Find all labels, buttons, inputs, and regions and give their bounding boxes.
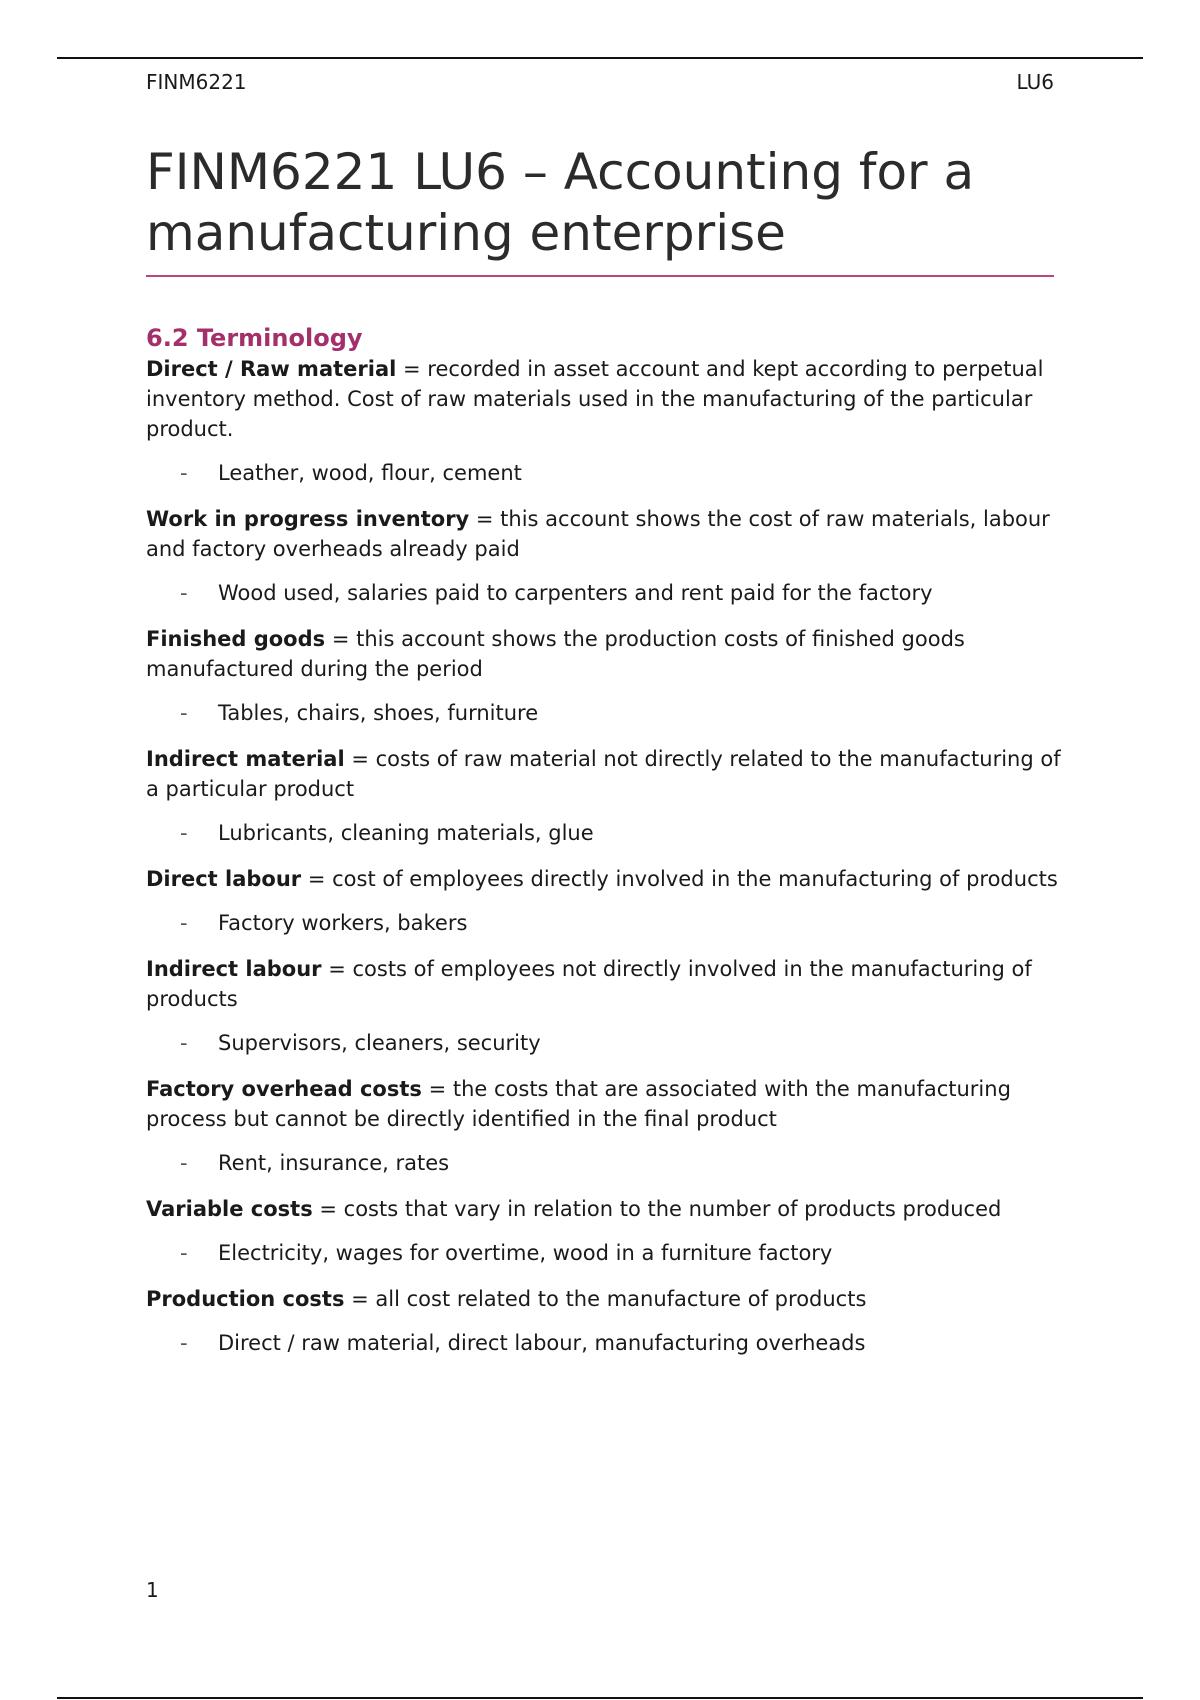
term-example (180, 578, 1062, 608)
term-label: Variable costs (146, 1197, 313, 1221)
term-example-text: Wood used, salaries paid to carpenters and rent paid for the factory (218, 581, 933, 605)
document-title-line-2: manufacturing enterprise (146, 204, 786, 262)
term-example (180, 1328, 1062, 1358)
term-label: Production costs (146, 1287, 345, 1311)
term-finished-goods (146, 624, 1062, 684)
page-number: 1 (146, 1578, 159, 1602)
bullet-dash: - (180, 911, 188, 935)
bullet-dash: - (180, 461, 188, 485)
term-definition: = costs of raw material not directly related to the manufacturing of a particular product (146, 747, 1061, 801)
section-heading: 6.2 Terminology (146, 324, 363, 352)
term-example-text: Leather, wood, flour, cement (218, 461, 522, 485)
term-definition: = costs that vary in relation to the number of products produced (312, 1197, 1002, 1221)
page-top-rule (57, 57, 1143, 59)
term-label: Direct / Raw material (146, 357, 397, 381)
term-definition: = cost of employees directly involved in the manufacturing of products (301, 867, 1058, 891)
bullet-dash: - (180, 821, 188, 845)
terminology-section (146, 322, 1062, 1374)
term-example (180, 818, 1062, 848)
bullet-dash: - (180, 1241, 188, 1265)
term-example-text: Rent, insurance, rates (218, 1151, 450, 1175)
term-example-text: Tables, chairs, shoes, furniture (218, 701, 539, 725)
page-bottom-rule (57, 1697, 1143, 1699)
term-example (180, 1148, 1062, 1178)
term-example-text: Lubricants, cleaning materials, glue (218, 821, 594, 845)
term-label: Indirect labour (146, 957, 322, 981)
term-definition: = costs of employees not directly involved in the manufacturing of products (146, 957, 1032, 1011)
term-example-text: Electricity, wages for overtime, wood in a furniture factory (218, 1241, 833, 1265)
term-example (180, 908, 1062, 938)
term-definition: = all cost related to the manufacture of products (344, 1287, 867, 1311)
term-direct-labour (146, 864, 1062, 894)
term-definition: = recorded in asset account and kept according to perpetual inventory method. Cost of raw materials used in the manufacturing of the particular product. (146, 357, 1044, 441)
term-example-text: Direct / raw material, direct labour, manufacturing overheads (218, 1331, 866, 1355)
term-example (180, 1028, 1062, 1058)
term-label: Finished goods (146, 627, 326, 651)
term-example (180, 698, 1062, 728)
bullet-dash: - (180, 1151, 188, 1175)
bullet-dash: - (180, 1031, 188, 1055)
term-example (180, 458, 1062, 488)
term-label: Indirect material (146, 747, 345, 771)
term-production-costs (146, 1284, 1062, 1314)
term-label: Factory overhead costs (146, 1077, 422, 1101)
bullet-dash: - (180, 1331, 188, 1355)
term-label: Direct labour (146, 867, 302, 891)
term-indirect-labour (146, 954, 1062, 1014)
header-course-code: FINM6221 (146, 70, 247, 94)
term-indirect-material (146, 744, 1062, 804)
term-variable-costs (146, 1194, 1062, 1224)
term-definition: = this account shows the production costs of finished goods manufactured during the period (146, 627, 965, 681)
term-example-text: Supervisors, cleaners, security (218, 1031, 541, 1055)
bullet-dash: - (180, 581, 188, 605)
term-direct-raw-material (146, 354, 1062, 444)
term-factory-overhead-costs (146, 1074, 1062, 1134)
term-definition: = this account shows the cost of raw materials, labour and factory overheads already paid (146, 507, 1050, 561)
running-header (146, 70, 1054, 94)
header-unit-code: LU6 (1016, 70, 1054, 94)
bullet-dash: - (180, 701, 188, 725)
document-title-line-1: FINM6221 LU6 – Accounting for a (146, 143, 975, 201)
title-underline (146, 275, 1054, 277)
term-example-text: Factory workers, bakers (218, 911, 468, 935)
term-example (180, 1238, 1062, 1268)
term-work-in-progress (146, 504, 1062, 564)
term-label: Work in progress inventory (146, 507, 470, 531)
term-definition: = the costs that are associated with the manufacturing process but cannot be directly identified in the final product (146, 1077, 1011, 1131)
document-title (146, 142, 1054, 264)
